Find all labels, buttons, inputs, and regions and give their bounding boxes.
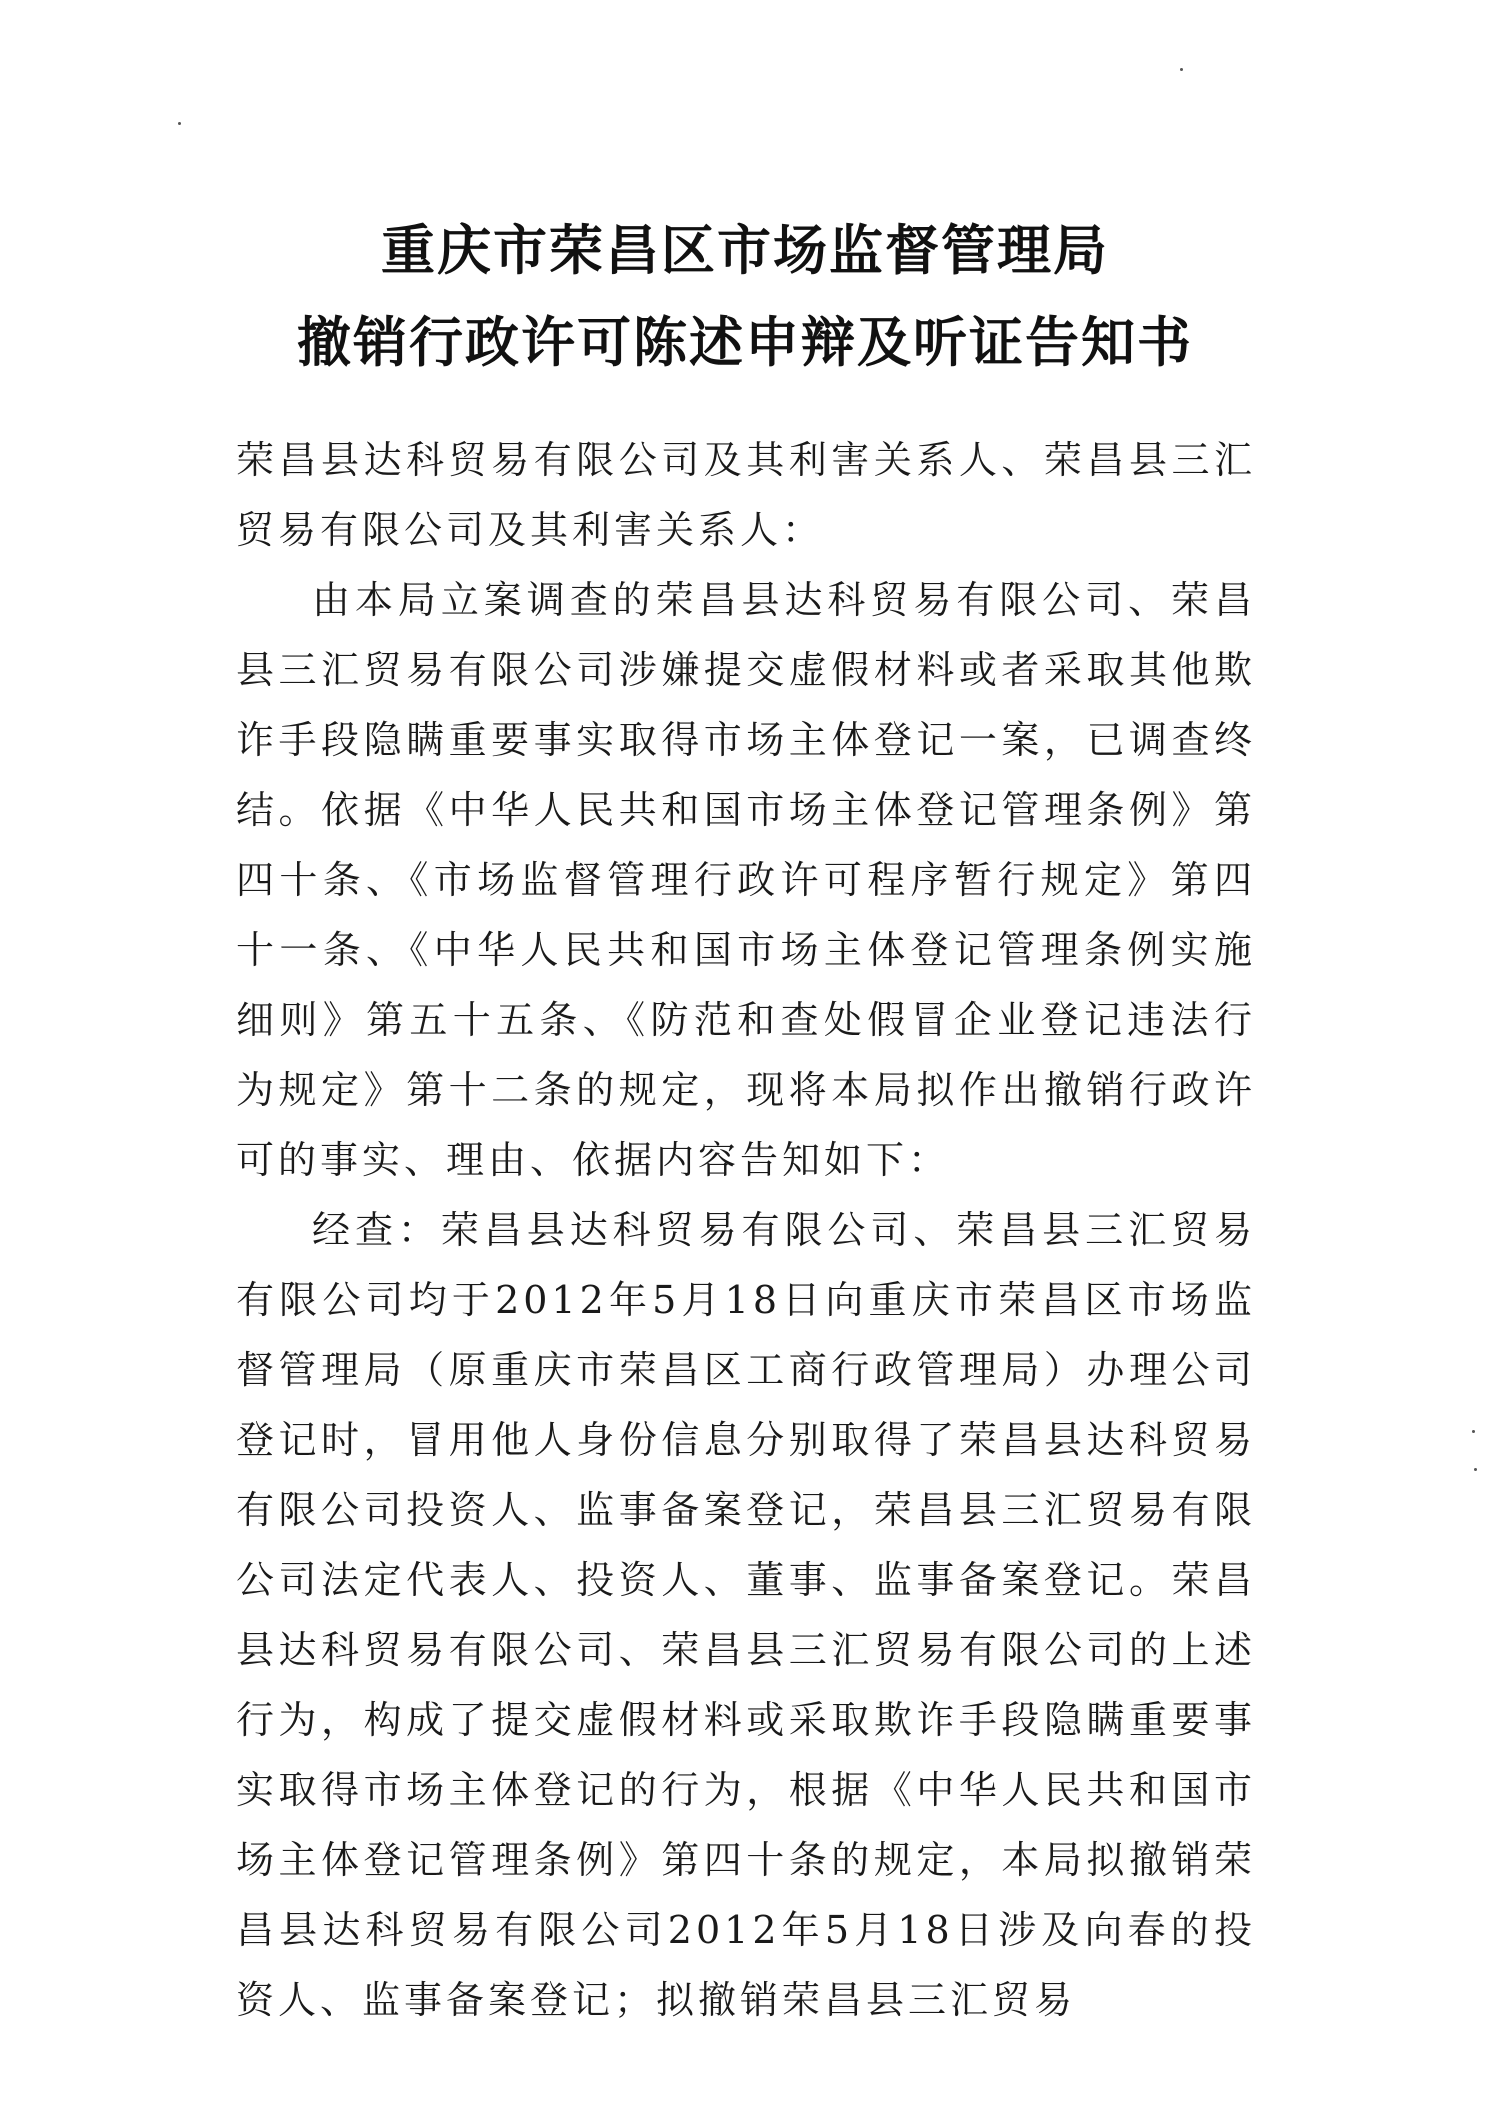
- addressee: 荣昌县达科贸易有限公司及其利害关系人、荣昌县三汇贸易有限公司及其利害关系人：: [236, 438, 1256, 552]
- scan-speck: [1472, 1430, 1475, 1433]
- document-title: [0, 205, 1490, 389]
- scan-speck: [1180, 68, 1183, 71]
- document-body: [236, 425, 1256, 2035]
- paragraph-notice: 由本局立案调查的荣昌县达科贸易有限公司、荣昌县三汇贸易有限公司涉嫌提交虚假材料或者采取其他欺诈手段隐瞒重要事实取得市场主体登记一案，已调查终结。依据《中华人民共和国市场主体登记管理条例》第四十条、《市场监督管理行政许可程序暂行规定》第四十一条、《中华人民共和国市场主体登记管理条例实施细则》第五十五条、《防范和查处假冒企业登记违法行为规定》第十二条的规定，现将本局拟作出撤销行政许可的事实、理由、依据内容告知如下：: [236, 578, 1256, 1182]
- title-line-2: 撤销行政许可陈述申辩及听证告知书: [297, 311, 1193, 374]
- scan-speck: [1474, 1468, 1477, 1471]
- title-line-1: 重庆市荣昌区市场监督管理局: [381, 219, 1109, 282]
- paragraph-findings: 经查：荣昌县达科贸易有限公司、荣昌县三汇贸易有限公司均于2012年5月18日向重庆市荣昌区市场监督管理局（原重庆市荣昌区工商行政管理局）办理公司登记时，冒用他人身份信息分别取得了荣昌县达科贸易有限公司投资人、监事备案登记，荣昌县三汇贸易有限公司法定代表人、投资人、董事、监事备案登记。荣昌县达科贸易有限公司、荣昌县三汇贸易有限公司的上述行为，构成了提交虚假材料或采取欺诈手段隐瞒重要事实取得市场主体登记的行为，根据《中华人民共和国市场主体登记管理条例》第四十条的规定，本局拟撤销荣昌县达科贸易有限公司2012年5月18日涉及向春的投资人、监事备案登记；拟撤销荣昌县三汇贸易: [236, 1208, 1256, 2022]
- scan-speck: [178, 122, 181, 125]
